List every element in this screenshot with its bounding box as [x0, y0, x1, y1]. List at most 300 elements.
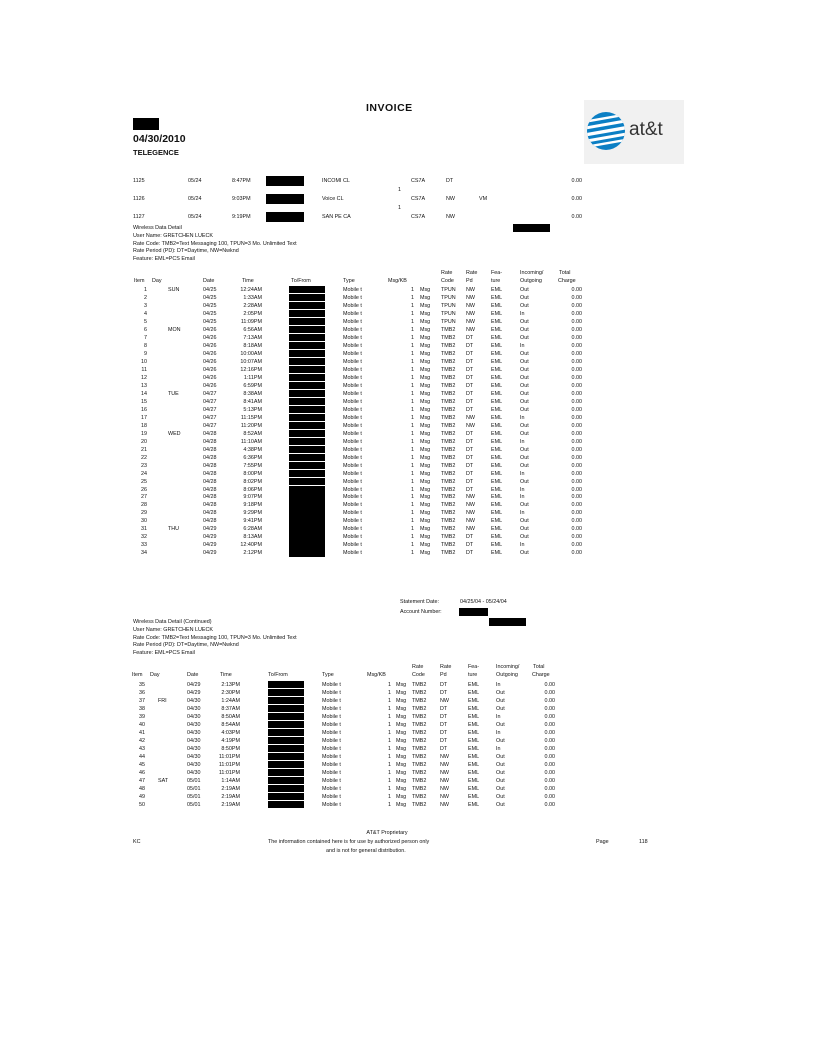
row-direction: In — [520, 414, 525, 421]
row-direction: In — [520, 438, 525, 445]
row-item-number: 45 — [139, 761, 145, 768]
redacted-block — [289, 310, 325, 317]
row-item-number: 11 — [141, 366, 147, 373]
row-unit: Msg — [396, 729, 407, 736]
redacted-block — [268, 713, 304, 720]
row-direction: Out — [496, 689, 505, 696]
row-unit: Msg — [420, 446, 431, 453]
row-feature: EML — [468, 793, 480, 800]
row-direction: Out — [520, 430, 529, 437]
row-rate-code: TPUN — [441, 310, 456, 317]
row-date: 04/28 — [203, 518, 217, 525]
row-date: 04/25 — [203, 310, 217, 317]
header-day: Day — [152, 278, 162, 284]
header-date: Date — [203, 278, 215, 284]
row-feature: EML — [468, 689, 480, 696]
row-rate-code: TMB2 — [412, 753, 427, 760]
row-time: 1:24AM — [221, 697, 240, 704]
row-unit: Msg — [420, 406, 431, 413]
row-quantity: 1 — [411, 390, 414, 397]
header-ture: ture — [468, 672, 478, 678]
row-charge: 0.00 — [571, 526, 582, 533]
call-rate-period: NW — [446, 196, 455, 202]
row-rate-code: TMB2 — [441, 494, 456, 501]
row-charge: 0.00 — [544, 745, 555, 752]
redacted-block — [268, 769, 304, 776]
row-charge: 0.00 — [571, 422, 582, 429]
row-quantity: 1 — [411, 318, 414, 325]
redacted-block — [289, 334, 325, 341]
row-type: Mobile t — [343, 287, 362, 293]
row-type: Mobile t — [343, 302, 362, 309]
row-direction: Out — [520, 358, 529, 365]
row-feature: EML — [491, 550, 503, 557]
row-rate-period: NW — [466, 310, 475, 317]
row-date: 04/28 — [203, 486, 217, 493]
section-heading: Wireless Data Detail — [133, 225, 182, 231]
row-rate-period: NW — [440, 753, 449, 760]
footer-disclaimer-line1: The information contained here is for use by authorized person only — [268, 839, 430, 845]
row-charge: 0.00 — [571, 494, 582, 501]
section-heading: Wireless Data Detail (Continued) — [133, 619, 212, 625]
row-direction: Out — [520, 422, 529, 429]
call-sub-line: 1 — [398, 205, 401, 211]
row-type: Mobile t — [322, 737, 341, 744]
row-rate-period: DT — [440, 729, 448, 736]
row-rate-period: DT — [440, 689, 448, 696]
header-rate: Rate — [412, 664, 424, 670]
row-rate-code: TMB2 — [441, 510, 456, 517]
row-direction: Out — [496, 793, 505, 800]
row-rate-code: TMB2 — [441, 550, 456, 557]
header-code: Code — [412, 672, 425, 678]
row-quantity: 1 — [388, 753, 391, 760]
row-quantity: 1 — [411, 294, 414, 301]
row-direction: Out — [496, 801, 505, 808]
row-direction: Out — [496, 777, 505, 784]
row-day: MON — [168, 326, 181, 333]
row-time: 2:12PM — [243, 550, 262, 557]
row-item-number: 38 — [139, 705, 145, 712]
row-rate-code: TMB2 — [441, 470, 456, 477]
row-feature: EML — [468, 769, 480, 776]
row-quantity: 1 — [411, 358, 414, 365]
row-feature: EML — [468, 801, 480, 808]
row-rate-code: TMB2 — [441, 326, 456, 333]
row-rate-period: DT — [440, 745, 448, 752]
row-time: 12:16PM — [240, 366, 262, 373]
row-unit: Msg — [420, 550, 431, 557]
row-time: 11:01PM — [218, 753, 240, 760]
row-date: 04/30 — [187, 697, 201, 704]
header-time: Time — [220, 672, 232, 678]
row-time: 8:18AM — [243, 342, 262, 349]
section-feature: Feature: EML=PCS Email — [133, 256, 195, 263]
row-charge: 0.00 — [571, 374, 582, 381]
row-time: 9:18PM — [243, 502, 262, 509]
row-feature: EML — [491, 534, 503, 541]
row-direction: Out — [496, 753, 505, 760]
row-rate-code: TMB2 — [441, 462, 456, 469]
invoice-title: INVOICE — [366, 102, 413, 114]
row-type: Mobile t — [343, 542, 362, 549]
row-direction: In — [496, 682, 501, 688]
call-rate-period: NW — [446, 214, 455, 220]
row-unit: Msg — [420, 334, 431, 341]
row-rate-period: NW — [466, 502, 475, 509]
row-quantity: 1 — [411, 542, 414, 549]
row-type: Mobile t — [343, 358, 362, 365]
row-time: 10:07AM — [240, 358, 262, 365]
row-item-number: 49 — [139, 793, 145, 800]
row-date: 04/26 — [203, 342, 217, 349]
redacted-block — [289, 478, 325, 485]
call-rate-period: DT — [446, 178, 454, 184]
row-day: THU — [168, 526, 180, 533]
row-feature: EML — [491, 302, 503, 309]
row-rate-code: TMB2 — [412, 777, 427, 784]
row-charge: 0.00 — [571, 287, 582, 293]
row-item-number: 3 — [144, 302, 147, 309]
redacted-block — [268, 705, 304, 712]
row-charge: 0.00 — [544, 713, 555, 720]
row-item-number: 27 — [141, 494, 147, 501]
row-type: Mobile t — [343, 366, 362, 373]
row-charge: 0.00 — [571, 302, 582, 309]
row-type: Mobile t — [343, 526, 362, 533]
row-time: 7:13AM — [243, 334, 262, 341]
row-charge: 0.00 — [571, 534, 582, 541]
row-charge: 0.00 — [571, 550, 582, 557]
row-direction: In — [496, 745, 501, 752]
row-rate-period: NW — [466, 326, 475, 333]
row-feature: EML — [491, 478, 503, 485]
redacted-block — [268, 729, 304, 736]
row-type: Mobile t — [322, 721, 341, 728]
redacted-block — [289, 286, 325, 293]
header-charge: Charge — [532, 672, 550, 678]
row-date: 04/30 — [187, 753, 201, 760]
row-direction: Out — [496, 721, 505, 728]
row-day: TUE — [168, 390, 179, 397]
row-direction: Out — [520, 287, 529, 293]
call-item-number: 1126 — [133, 196, 145, 202]
redacted-block — [289, 358, 325, 365]
redacted-block — [289, 382, 325, 389]
call-charge: 0.00 — [571, 214, 582, 220]
row-unit: Msg — [396, 721, 407, 728]
row-direction: Out — [520, 302, 529, 309]
row-unit: Msg — [396, 689, 407, 696]
row-day: FRI — [158, 697, 167, 704]
row-type: Mobile t — [343, 446, 362, 453]
row-item-number: 48 — [139, 785, 145, 792]
redacted-block — [268, 777, 304, 784]
row-feature: EML — [468, 785, 480, 792]
row-date: 04/29 — [203, 550, 217, 557]
row-rate-period: DT — [466, 542, 474, 549]
row-rate-code: TMB2 — [441, 382, 456, 389]
row-item-number: 5 — [144, 318, 147, 325]
row-date: 04/28 — [203, 446, 217, 453]
row-time: 10:00AM — [240, 350, 262, 357]
row-direction: Out — [496, 705, 505, 712]
row-rate-period: NW — [466, 302, 475, 309]
row-quantity: 1 — [411, 366, 414, 373]
row-unit: Msg — [396, 777, 407, 784]
row-rate-period: NW — [466, 287, 475, 293]
row-unit: Msg — [396, 785, 407, 792]
row-feature: EML — [491, 510, 503, 517]
row-type: Mobile t — [343, 470, 362, 477]
row-rate-period: DT — [440, 682, 448, 688]
row-rate-code: TPUN — [441, 302, 456, 309]
row-feature: EML — [491, 287, 503, 293]
row-rate-code: TMB2 — [441, 478, 456, 485]
row-unit: Msg — [420, 470, 431, 477]
row-direction: In — [520, 486, 525, 493]
call-rate-code: CS7A — [411, 214, 426, 220]
header-type: Type — [343, 278, 355, 284]
row-rate-code: TMB2 — [412, 721, 427, 728]
row-day: WED — [168, 430, 181, 437]
row-unit: Msg — [420, 486, 431, 493]
row-charge: 0.00 — [571, 518, 582, 525]
row-rate-period: DT — [466, 454, 474, 461]
row-direction: In — [520, 470, 525, 477]
redacted-block — [289, 414, 325, 421]
row-unit: Msg — [396, 745, 407, 752]
redacted-block — [289, 501, 325, 508]
row-feature: EML — [491, 326, 503, 333]
header-rate-period: Rate — [440, 664, 452, 670]
row-direction: In — [496, 713, 501, 720]
row-charge: 0.00 — [544, 705, 555, 712]
row-quantity: 1 — [388, 761, 391, 768]
redacted-block — [289, 541, 325, 548]
row-time: 2:19AM — [221, 793, 240, 800]
row-rate-period: DT — [466, 358, 474, 365]
row-charge: 0.00 — [571, 510, 582, 517]
row-time: 8:54AM — [221, 721, 240, 728]
row-rate-code: TMB2 — [441, 334, 456, 341]
redacted-block — [289, 493, 325, 500]
row-item-number: 15 — [141, 398, 147, 405]
header-ture: ture — [491, 278, 501, 284]
section-rate-code: Rate Code: TMB2=Text Messaging 100, TPUN=3 Mo. Unlimited Text — [133, 634, 297, 641]
redacted-block — [268, 801, 304, 808]
row-rate-period: NW — [440, 777, 449, 784]
redacted-block — [459, 608, 488, 616]
row-rate-code: TMB2 — [412, 737, 427, 744]
row-date: 04/29 — [187, 682, 201, 688]
row-time: 11:01PM — [218, 769, 240, 776]
row-quantity: 1 — [411, 374, 414, 381]
row-unit: Msg — [396, 697, 407, 704]
row-rate-code: TMB2 — [412, 682, 427, 688]
row-charge: 0.00 — [544, 682, 555, 688]
row-type: Mobile t — [322, 745, 341, 752]
row-quantity: 1 — [411, 534, 414, 541]
row-rate-code: TPUN — [441, 318, 456, 325]
row-time: 8:02PM — [243, 478, 262, 485]
row-item-number: 39 — [139, 713, 145, 720]
redacted-block — [289, 446, 325, 453]
row-rate-code: TMB2 — [412, 761, 427, 768]
row-feature: EML — [491, 438, 503, 445]
section-rate-period: Rate Period (PD): DT=Daytime, NW=Nwknd — [133, 248, 239, 255]
row-date: 04/26 — [203, 334, 217, 341]
call-location: Voice CL — [322, 196, 344, 202]
row-unit: Msg — [420, 430, 431, 437]
row-time: 8:06PM — [243, 486, 262, 493]
row-rate-code: TMB2 — [441, 430, 456, 437]
row-direction: Out — [520, 318, 529, 325]
row-unit: Msg — [420, 454, 431, 461]
header-pd: Pd — [466, 278, 473, 284]
row-type: Mobile t — [322, 761, 341, 768]
row-time: 8:13AM — [243, 534, 262, 541]
row-unit: Msg — [420, 366, 431, 373]
redacted-block — [289, 430, 325, 437]
row-direction: Out — [520, 518, 529, 525]
row-item-number: 7 — [144, 334, 147, 341]
header-feature: Fea- — [491, 270, 503, 276]
row-direction: Out — [520, 526, 529, 533]
footer-disclaimer-line2: and is not for general distribution. — [326, 848, 406, 854]
row-unit: Msg — [420, 310, 431, 317]
row-item-number: 6 — [144, 326, 147, 333]
call-date: 05/24 — [188, 196, 202, 202]
row-quantity: 1 — [411, 334, 414, 341]
row-charge: 0.00 — [571, 334, 582, 341]
row-quantity: 1 — [411, 438, 414, 445]
row-type: Mobile t — [343, 438, 362, 445]
header-outgoing: Outgoing — [496, 672, 518, 678]
row-time: 8:41AM — [243, 398, 262, 405]
row-date: 04/26 — [203, 382, 217, 389]
header-charge: Charge — [558, 278, 576, 284]
call-location: INCOMI CL — [322, 178, 350, 184]
row-rate-code: TMB2 — [412, 769, 427, 776]
row-item-number: 20 — [141, 438, 147, 445]
redacted-block — [289, 549, 325, 556]
row-item-number: 25 — [141, 478, 147, 485]
row-feature: EML — [491, 366, 503, 373]
row-date: 04/28 — [203, 454, 217, 461]
row-item-number: 21 — [141, 446, 147, 453]
row-quantity: 1 — [388, 697, 391, 704]
row-rate-period: DT — [466, 446, 474, 453]
footer-page-number: 118 — [639, 839, 648, 845]
row-rate-code: TMB2 — [441, 358, 456, 365]
row-unit: Msg — [420, 502, 431, 509]
row-date: 04/28 — [203, 438, 217, 445]
row-unit: Msg — [420, 494, 431, 501]
row-quantity: 1 — [411, 350, 414, 357]
header-code: Code — [441, 278, 454, 284]
row-unit: Msg — [396, 761, 407, 768]
row-date: 04/25 — [203, 287, 217, 293]
row-rate-code: TMB2 — [441, 374, 456, 381]
row-feature: EML — [491, 542, 503, 549]
row-charge: 0.00 — [571, 318, 582, 325]
row-quantity: 1 — [411, 342, 414, 349]
row-item-number: 33 — [141, 542, 147, 549]
redacted-block — [289, 533, 325, 540]
row-type: Mobile t — [343, 494, 362, 501]
row-item-number: 18 — [141, 422, 147, 429]
row-charge: 0.00 — [571, 486, 582, 493]
row-rate-code: TMB2 — [441, 350, 456, 357]
row-direction: Out — [520, 350, 529, 357]
row-type: Mobile t — [322, 697, 341, 704]
row-quantity: 1 — [411, 414, 414, 421]
row-unit: Msg — [396, 753, 407, 760]
row-rate-code: TPUN — [441, 294, 456, 301]
row-rate-code: TMB2 — [441, 454, 456, 461]
row-feature: EML — [491, 342, 503, 349]
row-item-number: 34 — [141, 550, 147, 557]
row-quantity: 1 — [388, 769, 391, 776]
row-rate-period: NW — [466, 294, 475, 301]
row-feature: EML — [491, 382, 503, 389]
row-rate-period: DT — [466, 350, 474, 357]
row-time: 11:01PM — [218, 761, 240, 768]
redacted-block — [289, 326, 325, 333]
row-rate-period: DT — [440, 737, 448, 744]
row-time: 2:30PM — [221, 689, 240, 696]
row-rate-code: TMB2 — [441, 518, 456, 525]
footer-proprietary: AT&T Proprietary — [366, 830, 408, 836]
row-time: 9:41PM — [243, 518, 262, 525]
row-charge: 0.00 — [544, 737, 555, 744]
row-rate-code: TMB2 — [441, 406, 456, 413]
row-quantity: 1 — [411, 462, 414, 469]
row-item-number: 16 — [141, 406, 147, 413]
row-charge: 0.00 — [571, 358, 582, 365]
row-item-number: 35 — [139, 682, 145, 688]
redacted-block — [268, 785, 304, 792]
row-quantity: 1 — [411, 302, 414, 309]
att-globe-icon — [586, 111, 626, 151]
row-feature: EML — [491, 462, 503, 469]
row-time: 2:19AM — [221, 785, 240, 792]
header-item: Item — [134, 278, 145, 284]
row-charge: 0.00 — [571, 502, 582, 509]
row-charge: 0.00 — [544, 777, 555, 784]
row-rate-period: NW — [466, 526, 475, 533]
row-rate-period: NW — [466, 518, 475, 525]
row-time: 12:24AM — [240, 287, 262, 293]
row-item-number: 29 — [141, 510, 147, 517]
row-rate-period: NW — [440, 801, 449, 808]
row-direction: Out — [496, 785, 505, 792]
row-date: 04/27 — [203, 406, 217, 413]
row-feature: EML — [491, 518, 503, 525]
row-date: 05/01 — [187, 785, 201, 792]
row-feature: EML — [468, 682, 480, 688]
row-charge: 0.00 — [571, 478, 582, 485]
row-date: 05/01 — [187, 801, 201, 808]
row-rate-period: NW — [466, 494, 475, 501]
redacted-block — [289, 374, 325, 381]
row-quantity: 1 — [411, 470, 414, 477]
row-quantity: 1 — [388, 793, 391, 800]
row-time: 1:14AM — [221, 777, 240, 784]
row-item-number: 31 — [141, 526, 147, 533]
row-feature: EML — [491, 358, 503, 365]
